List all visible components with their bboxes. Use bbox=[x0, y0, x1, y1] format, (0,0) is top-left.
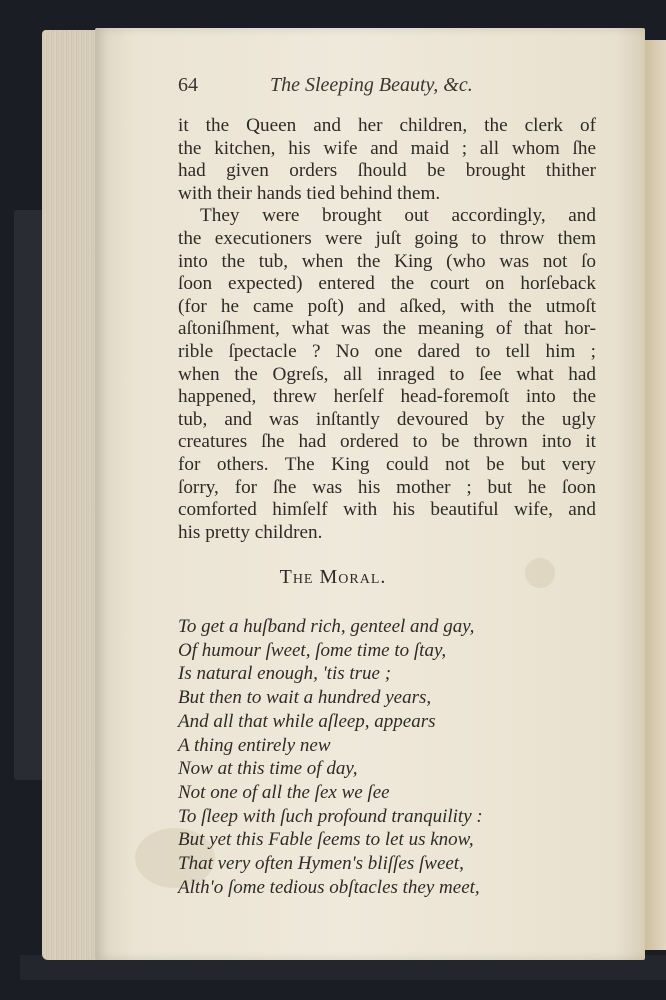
body-text bbox=[178, 115, 596, 544]
facing-page-edge bbox=[645, 40, 666, 950]
text-line: (for he came poſt) and aſked, with the utmoſt bbox=[178, 295, 596, 317]
text-line: ſoon expected) entered the court on horſeback bbox=[178, 273, 596, 295]
verse-line: That very often Hymen's bliſſes ſweet, bbox=[178, 853, 464, 875]
text-line: for others. The King could not be but very bbox=[178, 453, 596, 475]
text-line: ſorry, for ſhe was his mother ; but he ſoon bbox=[178, 476, 596, 498]
verse-line: But yet this Fable ſeems to let us know, bbox=[178, 829, 474, 851]
verse-line: Of humour ſweet, ſome time to ſtay, bbox=[178, 639, 447, 661]
text-line: rible ſpectacle ? No one dared to tell him ; bbox=[178, 340, 596, 362]
verse-line: Now at this time of day, bbox=[178, 758, 358, 780]
text-line: the kitchen, his wife and maid ; all whom ſhe bbox=[178, 137, 596, 159]
verse-line: Not one of all the ſex we ſee bbox=[178, 781, 390, 803]
text-line: into the tub, when the King (who was not ſo bbox=[178, 250, 596, 272]
verse-line: Alth'o ſome tedious obſtacles they meet, bbox=[178, 876, 480, 898]
text-line: tub, and was inſtantly devoured by the ugly bbox=[178, 408, 596, 430]
text-line: comforted himſelf with his beautiful wife, and bbox=[178, 499, 596, 521]
text-line: creatures ſhe had ordered to be thrown into it bbox=[178, 431, 596, 453]
text-line: it the Queen and her children, the clerk of bbox=[178, 115, 596, 136]
text-line: the executioners were juſt going to throw them bbox=[178, 227, 596, 249]
text-line: with their hands tied behind them. bbox=[178, 182, 441, 204]
running-title: The Sleeping Beauty, &c. bbox=[270, 74, 473, 96]
text-line: aſtoniſhment, what was the meaning of that hor- bbox=[178, 318, 596, 340]
verse-line: A thing entirely new bbox=[178, 734, 331, 756]
page-number: 64 bbox=[178, 74, 198, 96]
moral-heading-text: The Moral. bbox=[279, 566, 387, 588]
verse-line: But then to wait a hundred years, bbox=[178, 687, 432, 709]
book-cover-edge bbox=[14, 210, 44, 780]
verse-line: To ſleep with ſuch profound tranquility : bbox=[178, 805, 483, 827]
moral-heading bbox=[0, 566, 666, 589]
text-line: had given orders ſhould be brought thither bbox=[178, 160, 596, 182]
verse-line: Is natural enough, 'tis true ; bbox=[178, 663, 392, 685]
text-line: when the Ogreſs, all inraged to ſee what had bbox=[178, 363, 596, 385]
verse-line: And all that while aſleep, appears bbox=[178, 710, 436, 732]
paragraph-1 bbox=[178, 115, 596, 205]
text-line: his pretty children. bbox=[178, 521, 323, 543]
moral-verse bbox=[178, 615, 598, 899]
paragraph-2 bbox=[178, 205, 596, 544]
text-line: happened, threw herſelf head-foremoſt into the bbox=[178, 386, 596, 408]
verse-line: To get a huſband rich, genteel and gay, bbox=[178, 616, 475, 637]
text-line: They were brought out accordingly, and bbox=[200, 205, 596, 227]
